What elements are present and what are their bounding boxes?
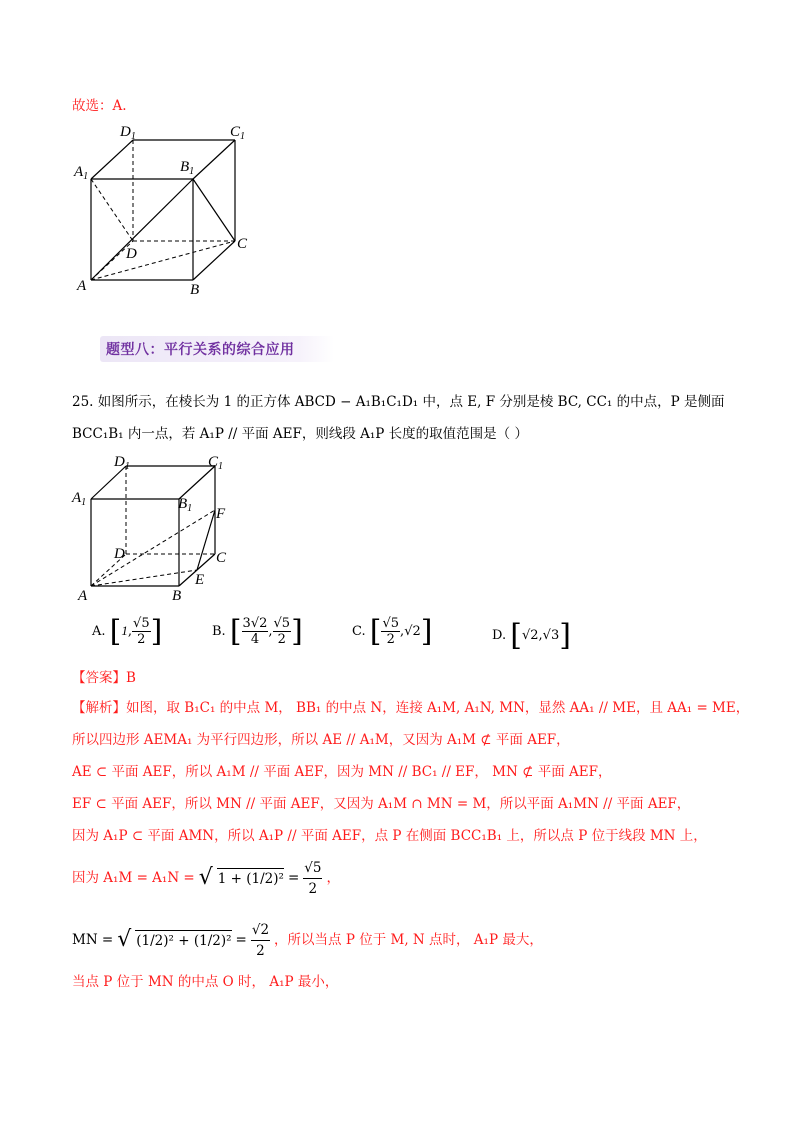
option-b-letter: B. bbox=[212, 624, 226, 639]
fig2-label-f: F bbox=[216, 506, 226, 522]
section-title: 题型八：平行关系的综合应用 bbox=[106, 342, 295, 358]
label-c1: $C_1$ bbox=[230, 124, 246, 142]
label-b: B bbox=[190, 282, 200, 298]
label-a1: $A_1$ bbox=[74, 164, 89, 182]
solution-l6-post: ， bbox=[326, 870, 340, 886]
option-b-high-den: 2 bbox=[277, 632, 286, 647]
fig2-label-c: C bbox=[216, 550, 227, 566]
label-d: D bbox=[126, 246, 137, 262]
problem-text-1: 如图所示，在棱长为 1 的正方体 ABCD − A₁B₁C₁D₁ 中，点 E, F 分别是棱 BC, CC₁ 的中点，P 是侧面 bbox=[97, 394, 725, 410]
fig2-label-b1: $B_1$ bbox=[178, 496, 193, 514]
solution-label: 【解析】 bbox=[72, 700, 126, 716]
solution-text-2: 所以四边形 AEMA₁ 为平行四边形，所以 AE // A₁M，又因为 A₁M ⊄ 平面 AEF， bbox=[72, 732, 570, 748]
solution-l6-radicand: 1 + (1/2)² bbox=[217, 868, 284, 889]
solution-line-7: MN = √ (1/2)² + (1/2)² = $\frac{√2}{2}$ ，所以当点 P 位于 M, N 点时， A₁P 最大， bbox=[72, 921, 543, 959]
option-c-low-den: 2 bbox=[386, 632, 395, 647]
answer-line bbox=[72, 668, 136, 688]
option-d-letter: D. bbox=[492, 628, 507, 643]
solution-l7-post: ，所以当点 P 位于 M, N 点时， A₁P 最大， bbox=[274, 932, 543, 948]
option-a-letter: A. bbox=[92, 624, 106, 639]
fig2-label-c1: $C_1$ bbox=[208, 454, 224, 472]
solution-l6-pre: 因为 A₁M = A₁N = bbox=[72, 870, 195, 886]
answer-value: B bbox=[126, 670, 136, 686]
option-a-high-num: √5 bbox=[133, 616, 150, 631]
previous-answer: 故选：A. bbox=[72, 98, 127, 114]
label-c: C bbox=[237, 236, 248, 252]
solution-line-6: 因为 A₁M = A₁N = √ 1 + (1/2)² = $\frac{√5}{2}$ ， bbox=[72, 859, 340, 897]
solution-text-5: 因为 A₁P ⊂ 平面 AMN，所以 A₁P // 平面 AEF，点 P 在侧面 BCC₁B₁ 上，所以点 P 位于线段 MN 上， bbox=[72, 828, 707, 844]
solution-text-3: AE ⊂ 平面 AEF，所以 A₁M // 平面 AEF，因为 MN // BC₁ // EF， MN ⊄ 平面 AEF， bbox=[72, 764, 612, 780]
fig2-label-d: D bbox=[114, 546, 125, 562]
option-a[interactable]: A. [1, $\frac{√5}{2}$ ] bbox=[92, 614, 163, 649]
option-c-letter: C. bbox=[352, 624, 366, 639]
problem-number: 25. bbox=[72, 394, 94, 410]
solution-l6-num: √5 bbox=[303, 858, 322, 879]
label-b1: $B_1$ bbox=[180, 159, 195, 177]
label-d1: $D_1$ bbox=[120, 124, 136, 142]
label-a: A bbox=[77, 278, 87, 294]
option-b-low-den: 4 bbox=[250, 632, 260, 647]
solution-l6-eq: = bbox=[287, 870, 300, 886]
fig2-label-a1: $A_1$ bbox=[72, 490, 87, 508]
option-c-high: √2 bbox=[404, 624, 421, 639]
solution-text-1: 如图，取 B₁C₁ 的中点 M， BB₁ 的中点 N，连接 A₁M, A₁N, MN，显然 AA₁ // ME，且 AA₁ = ME， bbox=[126, 700, 750, 716]
option-d[interactable]: D. [√2,√3] bbox=[492, 618, 571, 653]
fig2-label-b: B bbox=[172, 588, 182, 604]
option-b-high-num: √5 bbox=[273, 616, 291, 631]
solution-l7-den: 2 bbox=[256, 942, 265, 959]
option-c[interactable]: C. [ $\frac{√5}{2}$ ,√2] bbox=[352, 614, 433, 649]
fig2-label-a: A bbox=[78, 588, 88, 604]
option-a-high-den: 2 bbox=[137, 632, 146, 647]
solution-l6-den: 2 bbox=[308, 880, 318, 897]
solution-text-4: EF ⊂ 平面 AEF，所以 MN // 平面 AEF，又因为 A₁M ∩ MN = M，所以平面 A₁MN // 平面 AEF， bbox=[72, 796, 691, 812]
problem-text-2: BCC₁B₁ 内一点，若 A₁P // 平面 AEF，则线段 A₁P 长度的取值范围是（ ） bbox=[72, 426, 528, 442]
solution-l7-num: √2 bbox=[251, 920, 270, 941]
solution-line-1 bbox=[72, 698, 749, 718]
solution-l7-radicand: (1/2)² + (1/2)² bbox=[135, 930, 231, 951]
option-d-high: √3 bbox=[542, 628, 560, 643]
answer-label: 【答案】 bbox=[72, 670, 126, 686]
fig2-label-e: E bbox=[195, 572, 205, 588]
option-d-low: √2 bbox=[521, 628, 539, 643]
option-a-low: 1 bbox=[121, 623, 128, 638]
problem-line-1 bbox=[72, 392, 725, 412]
section-title-banner bbox=[100, 336, 334, 362]
solution-text-8: 当点 P 位于 MN 的中点 O 时， A₁P 最小， bbox=[72, 974, 339, 990]
solution-l7-eq: = bbox=[235, 932, 247, 948]
fig2-label-d1: $D_1$ bbox=[114, 454, 130, 472]
cube-figure-1 bbox=[70, 118, 270, 298]
option-b[interactable]: B. [ $\frac{3√2}{4}$ , $\frac{√5}{2}$ ] bbox=[212, 614, 303, 649]
solution-l7-pre: MN = bbox=[72, 932, 114, 948]
option-c-low-num: √5 bbox=[382, 616, 400, 631]
cube-figure-2 bbox=[70, 452, 270, 610]
option-b-low-num: 3√2 bbox=[242, 616, 268, 631]
